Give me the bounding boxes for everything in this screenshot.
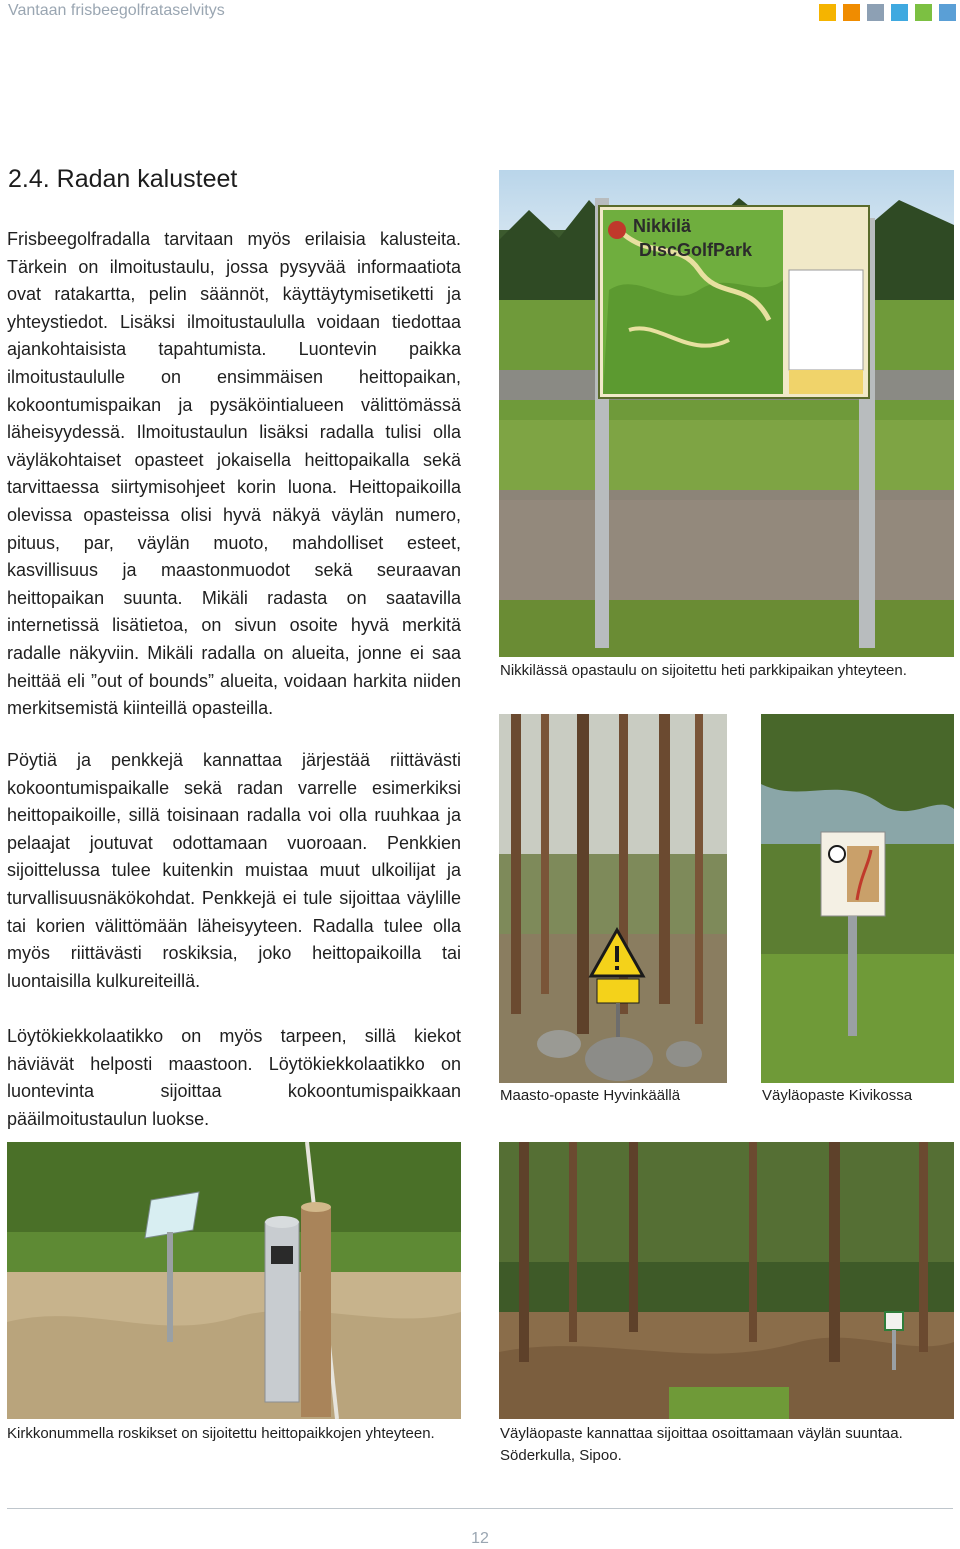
caption-kivikko: Väyläopaste Kivikossa <box>762 1087 913 1104</box>
paragraph-furniture: Frisbeegolfradalla tarvitaan myös erilaisia kalusteita. Tärkein on ilmoitustaulu, jossa pysyvää informaatiota ovat ratakartta, pelin säännöt, käyttäytymisetiketti ja yhteystiedot. Lisäksi ilmoitustaululla voidaan tiedottaa ajankohtaisista tapahtumista. Luontevin paikka ilmoitustaululle on ensimmäisen heittopaikan, kokoontumispaikan ja pysäköintialueen välittömässä läheisyydessä. Ilmoitustaulun lisäksi radalla tulisi olla väyläkohtaiset opasteet jokaisella heittopaikalla sekä tarvittaessa siirtymisohjeet korin luona. Heittopaikoilla olevissa opasteissa olisi hyvä näkyä väylän numero, pituus, par, väylän muoto, mahdolliset esteet, kasvillisuus ja maastonmuodot sekä seuraavan heittopaikan suunta. Mikäli radasta on saatavilla internetissä lisätietoa, on sivun osoite hyvä merkitä radalle näkyviin. Mikäli radalla on alueita, jonne ei saa heittää eli ”out of bounds” alueita, voidaan harkita niiden merkitsemistä kiinteillä opasteilla. <box>7 229 461 719</box>
color-square <box>819 4 836 21</box>
photo-soderkulla-forest <box>499 1142 954 1419</box>
color-square <box>939 4 956 21</box>
forest-warning-sign-illustration <box>499 714 727 1083</box>
photo-nikkila-sign <box>499 170 954 657</box>
caption-hyvinkaa: Maasto-opaste Hyvinkäällä <box>500 1087 681 1104</box>
forest-fairway-illustration <box>499 1142 954 1419</box>
photo-hyvinkaa-forest <box>499 714 727 1083</box>
caption-nikkila: Nikkilässä opastaulu on sijoitettu heti parkkipaikan yhteyteen. <box>500 662 907 679</box>
caption-soderkulla: Väyläopaste kannattaa sijoittaa osoittamaan väylän suuntaa. Söderkulla, Sipoo. <box>500 1425 903 1464</box>
color-square <box>843 4 860 21</box>
page-number: 12 <box>471 1530 489 1547</box>
photo-kirkkonummi-bins <box>7 1142 461 1419</box>
photo-kivikko-sign <box>761 714 954 1083</box>
sign-title-line1: Nikkilä <box>633 216 692 236</box>
nikkila-sign-illustration <box>499 170 954 657</box>
footer-divider <box>7 1508 953 1509</box>
paragraph-benches: Pöytiä ja penkkejä kannattaa järjestää riittävästi kokoontumispaikalle sekä radan varrelle esimerkiksi heittopaikoille, sillä toisinaan radalla voi olla ruuhkaa ja pelaajat joutuvat odottamaan vuoroaan. Penkkien sijoittelussa tulee kuitenkin muistaa muut ulkoilijat ja turvallisuusnäkökohdat. Penkkejä ei tule sijoittaa väylille tai korien välittömään läheisyyteen. Radalla tulee olla myös riittävästi roskiksia, joko heittopaikoilla tai luontaisilla kulkureiteillä. <box>7 750 461 991</box>
header-color-squares <box>819 4 956 21</box>
document-header-title: Vantaan frisbeegolfrataselvitys <box>8 2 225 19</box>
paragraph-lost-disc-box: Löytökiekkolaatikko on myös tarpeen, sillä kiekot häviävät helposti maastoon. Löytökiekkolaatikko on luontevinta sijoittaa kokoontumispaikkaan pääilmoitustaulun luokse. <box>7 1026 461 1129</box>
color-square <box>891 4 908 21</box>
trash-bin-illustration <box>7 1142 461 1419</box>
fairway-sign-illustration <box>761 714 954 1083</box>
caption-kirkkonummi: Kirkkonummella roskikset on sijoitettu heittopaikkojen yhteyteen. <box>7 1425 435 1442</box>
sign-title-line2: DiscGolfPark <box>639 240 753 260</box>
color-square <box>867 4 884 21</box>
section-title: 2.4. Radan kalusteet <box>8 165 238 193</box>
color-square <box>915 4 932 21</box>
